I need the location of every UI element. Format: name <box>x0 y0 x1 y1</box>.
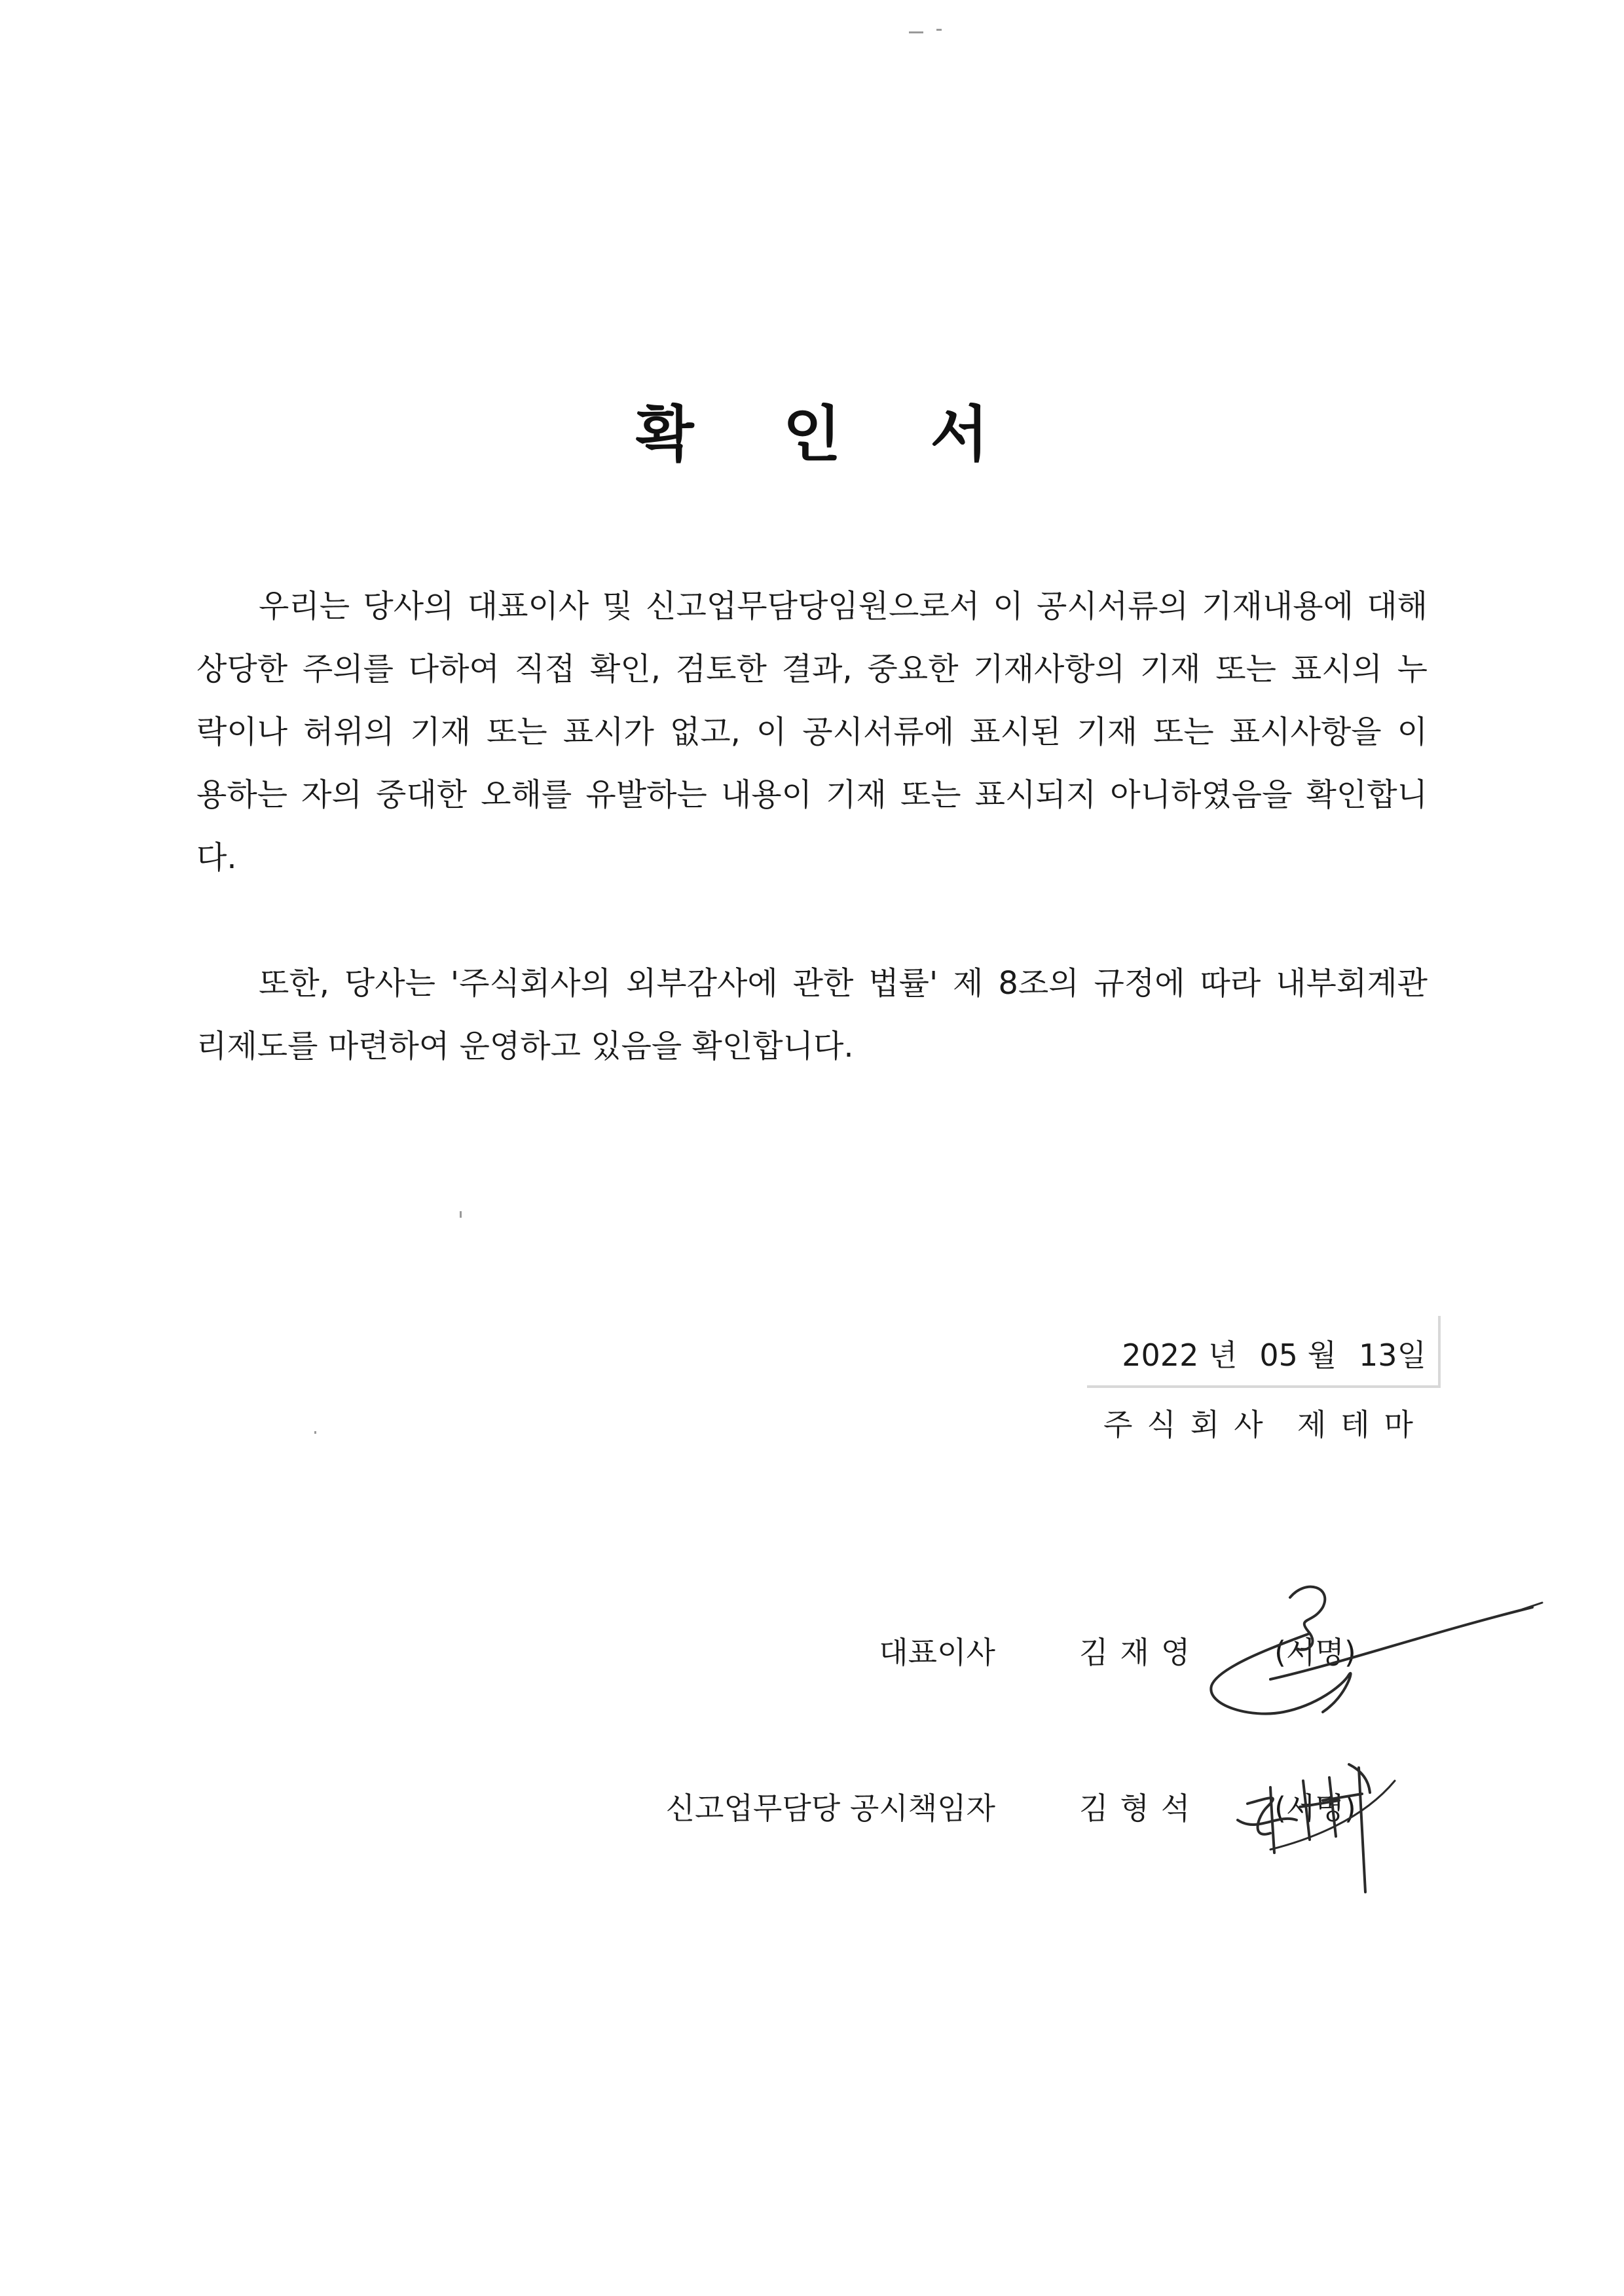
scan-edge-line <box>1438 1316 1441 1387</box>
signatory-role: 신고업무담당 공시책임자 <box>665 1791 995 1826</box>
date-month-unit: 월 <box>1307 1338 1337 1373</box>
handwritten-signature-officer <box>1231 1741 1414 1905</box>
paragraph-internal-control <box>196 952 1428 1078</box>
paragraph-line: 리제도를 마련하여 운영하고 있음을 확인합니다. <box>196 1028 854 1065</box>
scan-speck <box>909 31 923 33</box>
handwritten-signature-ceo <box>1192 1571 1559 1741</box>
paragraph-line: 용하는 자의 중대한 오해를 유발하는 내용이 기재 또는 표시되지 아니하였음을 확인합니 <box>196 776 1428 813</box>
date-month: 05 <box>1259 1338 1298 1373</box>
date-day: 13 <box>1359 1338 1397 1373</box>
company-name <box>1103 1401 1428 1444</box>
signatory-name: 김형석 <box>1079 1791 1202 1826</box>
title-char: 확 <box>635 399 694 469</box>
date-year-unit: 년 <box>1208 1338 1238 1373</box>
date-day-unit: 일 <box>1397 1338 1426 1373</box>
paragraph-line: 또한, 당사는 '주식회사의 외부감사에 관한 법률' 제 8조의 규정에 따라 내부회계관 <box>259 965 1428 1002</box>
date-block <box>1087 1316 1441 1388</box>
paragraph-line: 다. <box>196 839 237 876</box>
signatory-name: 김재영 <box>1079 1635 1202 1670</box>
paragraph-line: 락이나 허위의 기재 또는 표시가 없고, 이 공시서류에 표시된 기재 또는 표시사항을 이 <box>196 714 1428 750</box>
document-title <box>0 386 1624 473</box>
paragraph-line: 상당한 주의를 다하여 직접 확인, 검토한 결과, 중요한 기재사항의 기재 또는 표시의 누 <box>196 651 1428 687</box>
scan-speck <box>314 1431 316 1434</box>
document-date <box>1122 1332 1426 1375</box>
signature-placeholder: (서명) <box>1274 1635 1356 1670</box>
scan-speck <box>460 1211 462 1218</box>
company-type: 주식회사 <box>1103 1407 1278 1442</box>
scan-speck <box>936 29 942 31</box>
title-char: 서 <box>930 399 989 469</box>
paragraph-confirmation <box>196 575 1428 889</box>
company-title: 제테마 <box>1297 1407 1428 1442</box>
signatory-role: 대표이사 <box>879 1635 995 1670</box>
date-year: 2022 <box>1122 1338 1199 1373</box>
paragraph-line: 우리는 당사의 대표이사 및 신고업무담당임원으로서 이 공시서류의 기재내용에 대해 <box>259 588 1428 625</box>
scan-edge-line <box>1087 1385 1441 1388</box>
title-char: 인 <box>783 399 841 469</box>
signature-placeholder: (서명) <box>1274 1791 1356 1826</box>
